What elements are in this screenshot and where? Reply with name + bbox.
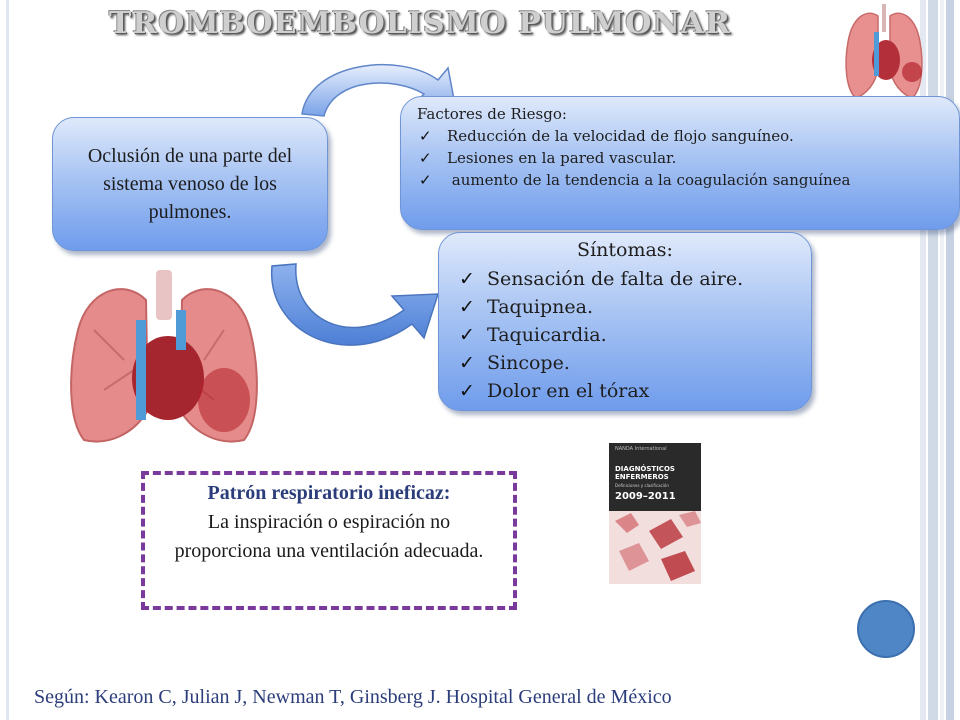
risk-factors-heading: Factores de Riesgo: — [417, 105, 567, 123]
symptoms-list — [457, 265, 793, 405]
risk-factors-box — [400, 96, 960, 230]
check-icon: ✓ — [419, 171, 432, 189]
lungs-image-small — [842, 2, 926, 102]
list-item — [457, 349, 793, 377]
check-icon: ✓ — [419, 149, 432, 167]
decorative-circle — [857, 600, 915, 658]
check-icon: ✓ — [459, 268, 475, 290]
symptoms-box — [438, 232, 812, 411]
lungs-image — [64, 270, 264, 450]
left-rule — [6, 0, 9, 720]
list-item — [457, 377, 793, 405]
risk-factor-text: aumento de la tendencia a la coagulación sanguínea — [447, 171, 851, 189]
footer-citation: Según: Kearon C, Julian J, Newman T, Ginsberg J. Hospital General de México — [34, 686, 672, 708]
list-item — [457, 265, 793, 293]
risk-factors-list — [417, 127, 943, 190]
pattern-title: Patrón respiratorio ineficaz: — [207, 482, 451, 504]
symptom-text: Dolor en el tórax — [487, 380, 650, 402]
list-item — [457, 293, 793, 321]
book-cover-image — [609, 443, 701, 584]
check-icon: ✓ — [459, 324, 475, 346]
book-years: 2009–2011 — [615, 491, 676, 502]
list-item — [417, 149, 943, 168]
respiratory-pattern-box — [141, 471, 517, 610]
symptom-text: Sincope. — [487, 352, 570, 374]
pattern-text: La inspiración o espiración no proporciona una ventilación adecuada. — [174, 511, 484, 562]
list-item — [417, 171, 943, 190]
risk-factor-text: Reducción de la velocidad de flojo sanguíneo. — [447, 127, 794, 145]
list-item — [457, 321, 793, 349]
symptom-text: Taquipnea. — [487, 296, 594, 318]
check-icon: ✓ — [459, 296, 475, 318]
slide-title: TROMBOEMBOLISMO PULMONAR — [108, 6, 732, 41]
symptom-text: Sensación de falta de aire. — [487, 268, 744, 290]
check-icon: ✓ — [459, 380, 475, 402]
occlusion-box — [52, 117, 328, 251]
occlusion-text: Oclusión de una parte del sistema venoso de los pulmones. — [87, 145, 293, 223]
book-title-line2: ENFERMEROS — [615, 473, 669, 481]
symptom-text: Taquicardia. — [487, 324, 607, 346]
curved-arrow-bottom — [262, 258, 452, 378]
list-item — [417, 127, 943, 146]
book-title — [615, 465, 675, 481]
book-subtitle: Definiciones y clasificación — [615, 483, 669, 488]
symptoms-heading: Síntomas: — [577, 239, 673, 261]
check-icon: ✓ — [459, 352, 475, 374]
book-logo-pattern — [609, 511, 701, 584]
risk-factor-text: Lesiones en la pared vascular. — [447, 149, 677, 167]
book-title-line1: DIAGNÓSTICOS — [615, 465, 675, 473]
check-icon: ✓ — [419, 127, 432, 145]
book-publisher: NANDA International — [615, 446, 667, 452]
